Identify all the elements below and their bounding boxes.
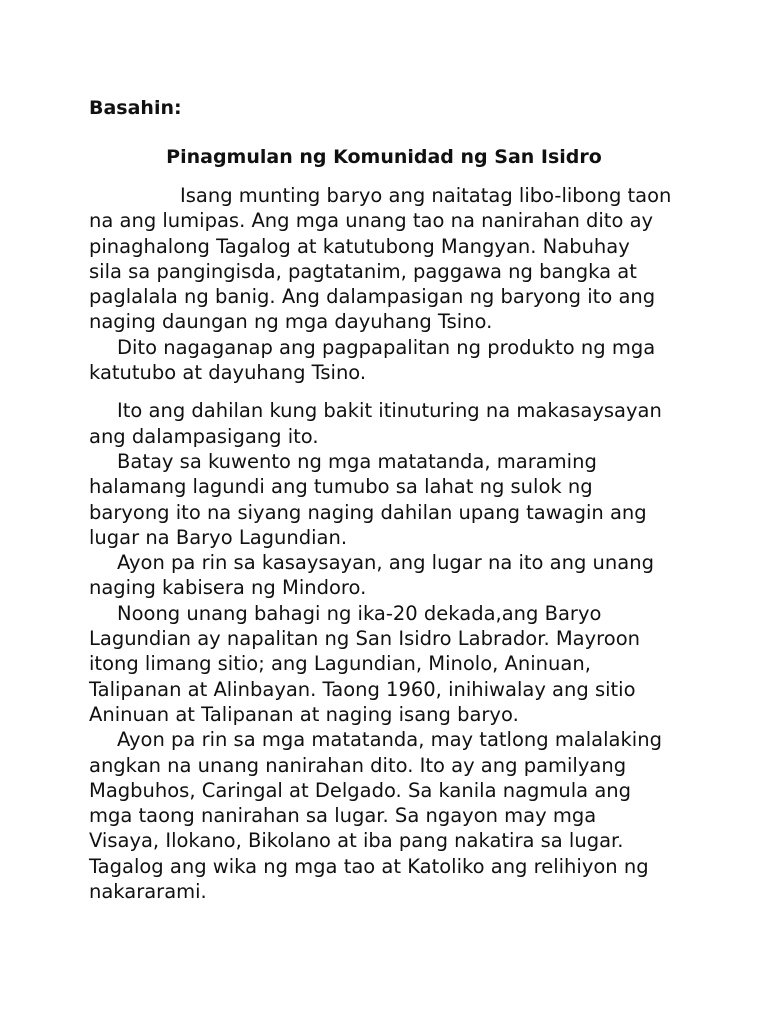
paragraph (89, 398, 689, 449)
paragraph-line: Visaya, Ilokano, Bikolano at iba pang nakatira sa lugar. (89, 829, 624, 853)
paragraph-line: nakararami. (89, 880, 207, 904)
paragraph (89, 335, 689, 386)
paragraph (89, 449, 689, 550)
paragraph-line: mga taong nanirahan sa lugar. Sa ngayon may mga (89, 804, 597, 828)
paragraph (89, 550, 689, 601)
paragraph (89, 601, 689, 727)
paragraph-line: Magbuhos, Caringal at Delgado. Sa kanila nagmula ang (89, 778, 632, 802)
paragraph-line: Tagalog ang wika ng mga tao at Katoliko ang relihiyon ng (89, 854, 649, 878)
document-body (89, 183, 689, 904)
paragraph-line: na ang lumipas. Ang mga unang tao na nanirahan dito ay (89, 209, 654, 233)
paragraph-line: Talipanan at Alinbayan. Taong 1960, inihiwalay ang sitio (89, 677, 636, 701)
paragraph-line: paglalala ng banig. Ang dalampasigan ng baryong ito ang (89, 285, 656, 309)
section-heading: Basahin: (89, 97, 182, 119)
paragraph-line: sila sa pangingisda, pagtatanim, paggawa ng bangka at (89, 259, 637, 283)
paragraph-line: Lagundian ay napalitan ng San Isidro Labrador. Mayroon (89, 627, 640, 651)
paragraph-line: Dito nagaganap ang pagpapalitan ng produkto ng mga (117, 335, 656, 359)
paragraph (89, 727, 689, 904)
paragraph-line: halamang lagundi ang tumubo sa lahat ng sulok ng (89, 475, 593, 499)
paragraph-line: Ayon pa rin sa mga matatanda, may tatlong malalaking (117, 728, 662, 752)
paragraph-line: naging kabisera ng Mindoro. (89, 576, 367, 600)
paragraph-line: itong limang sitio; ang Lagundian, Minolo, Aninuan, (89, 652, 591, 676)
paragraph-line: naging daungan ng mga dayuhang Tsino. (89, 310, 493, 334)
paragraph-line: Batay sa kuwento ng mga matatanda, maraming (117, 449, 597, 473)
paragraph-line: katutubo at dayuhang Tsino. (89, 361, 367, 385)
paragraph-line: lugar na Baryo Lagundian. (89, 525, 348, 549)
paragraph (89, 183, 689, 335)
paragraph-line: angkan na unang nanirahan dito. Ito ay ang pamilyang (89, 753, 627, 777)
paragraph-line: Ayon pa rin sa kasaysayan, ang lugar na ito ang unang (117, 551, 654, 575)
paragraph-line: Ito ang dahilan kung bakit itinuturing na makasaysayan (117, 399, 662, 423)
paragraph-line: baryong ito na siyang naging dahilan upang tawagin ang (89, 500, 647, 524)
paragraph-line: Isang munting baryo ang naitatag libo-libong taon (180, 184, 672, 207)
paragraph-line: Aninuan at Talipanan at naging isang baryo. (89, 702, 519, 726)
paragraph-line: Noong unang bahagi ng ika-20 dekada,ang Baryo (117, 601, 602, 625)
paragraph-line: ang dalampasigang ito. (89, 424, 319, 448)
document-title: Pinagmulan ng Komunidad ng San Isidro (166, 146, 602, 168)
paragraph-line: pinaghalong Tagalog at katutubong Mangyan. Nabuhay (89, 234, 630, 258)
